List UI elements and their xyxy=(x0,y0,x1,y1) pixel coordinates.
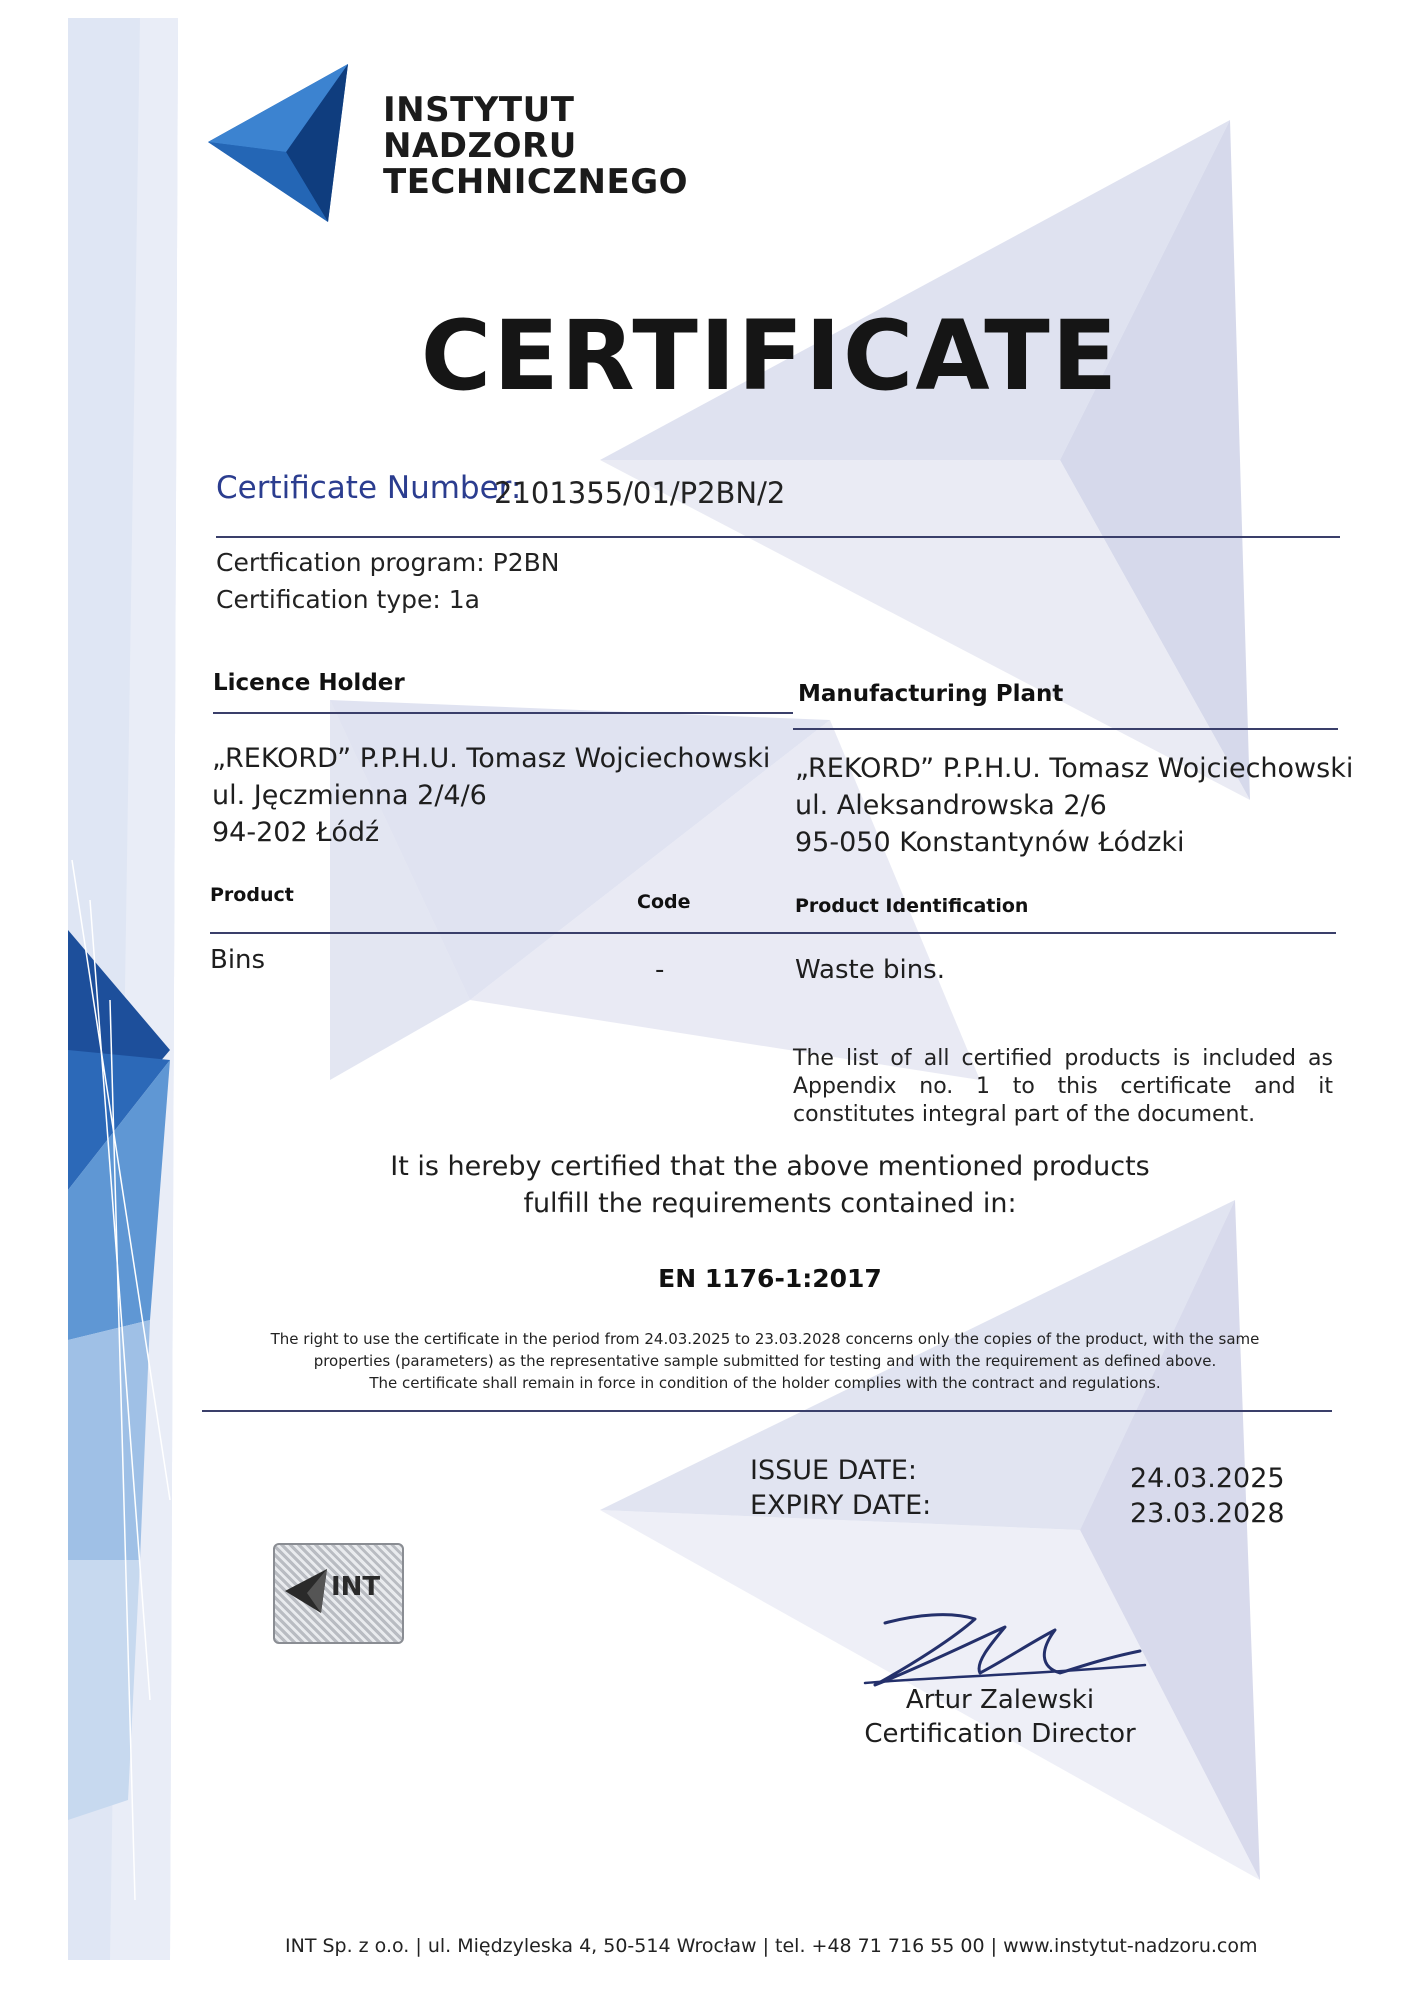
address-line: ul. Jęczmienna 2/4/6 xyxy=(212,780,487,811)
address-line: 95-050 Konstantynów Łódzki xyxy=(795,827,1185,858)
statement-line: fulfill the requirements contained in: xyxy=(523,1188,1017,1219)
divider xyxy=(202,1410,1332,1412)
expiry-date-value: 23.03.2028 xyxy=(1130,1498,1285,1529)
licence-holder-address xyxy=(212,740,770,851)
logo-line-2: NADZORU xyxy=(383,126,577,166)
issue-date-value: 24.03.2025 xyxy=(1130,1463,1285,1494)
logo-wordmark xyxy=(383,92,688,200)
signatory-name: Artur Zalewski xyxy=(905,1685,1095,1715)
product-cell: Bins xyxy=(210,945,266,975)
fine-print-line: properties (parameters) as the representative sample submitted for testing and with the requirement as defined above. xyxy=(313,1352,1217,1370)
code-column-header: Code xyxy=(637,891,691,913)
logo-line-1: INSTYTUT xyxy=(383,90,575,130)
licence-holder-heading: Licence Holder xyxy=(213,670,405,696)
divider xyxy=(210,932,1336,934)
footer-contact: INT Sp. z o.o. | ul. Międzyleska 4, 50-514 Wrocław | tel. +48 71 716 55 00 | www.instytut-nadzoru.com xyxy=(285,1935,1258,1957)
appendix-note: The list of all certified products is included as Appendix no. 1 to this certificate and it constitutes integral part of the document. xyxy=(793,1046,1333,1127)
hologram-label: INT xyxy=(331,1572,381,1602)
signatory xyxy=(860,1683,1140,1751)
certificate-number-label: Certificate Number: xyxy=(216,470,522,506)
logo-line-3: TECHNICZNEGO xyxy=(383,162,689,202)
address-line: ul. Aleksandrowska 2/6 xyxy=(795,790,1107,821)
manufacturing-plant-heading: Manufacturing Plant xyxy=(798,681,1064,707)
identification-cell: Waste bins. xyxy=(795,955,945,985)
product-column-header: Product xyxy=(210,884,294,906)
divider xyxy=(793,728,1338,730)
page-title: CERTIFICATE xyxy=(420,300,1120,412)
certified-statement xyxy=(380,1148,1160,1222)
signatory-role: Certification Director xyxy=(864,1719,1136,1749)
hologram-triangle-icon xyxy=(283,1567,331,1615)
divider xyxy=(216,536,1340,538)
certification-type: Certification type: 1a xyxy=(216,585,480,614)
handwritten-signature xyxy=(855,1605,1155,1695)
issue-date-label: ISSUE DATE: xyxy=(750,1455,917,1486)
statement-line: It is hereby certified that the above mentioned products xyxy=(390,1151,1150,1182)
expiry-date-label: EXPIRY DATE: xyxy=(750,1490,932,1521)
manufacturing-plant-address xyxy=(795,750,1353,861)
address-line: 94-202 Łódź xyxy=(212,817,380,848)
certification-program: Certfication program: P2BN xyxy=(216,548,560,577)
fine-print-line: The right to use the certificate in the period from 24.03.2025 to 23.03.2028 concerns only the copies of the product, with the same xyxy=(270,1330,1260,1348)
certificate-number-value: 2101355/01/P2BN/2 xyxy=(494,476,786,510)
standard-reference: EN 1176-1:2017 xyxy=(658,1264,882,1293)
identification-column-header: Product Identification xyxy=(795,895,1029,917)
divider xyxy=(213,712,793,714)
address-line: „REKORD” P.P.H.U. Tomasz Wojciechowski xyxy=(795,753,1354,784)
int-logo-icon xyxy=(208,64,358,224)
address-line: „REKORD” P.P.H.U. Tomasz Wojciechowski xyxy=(212,743,771,774)
validity-fine-print xyxy=(270,1328,1260,1394)
code-cell: - xyxy=(655,955,665,985)
fine-print-line: The certificate shall remain in force in condition of the holder complies with the contract and regulations. xyxy=(369,1374,1161,1392)
